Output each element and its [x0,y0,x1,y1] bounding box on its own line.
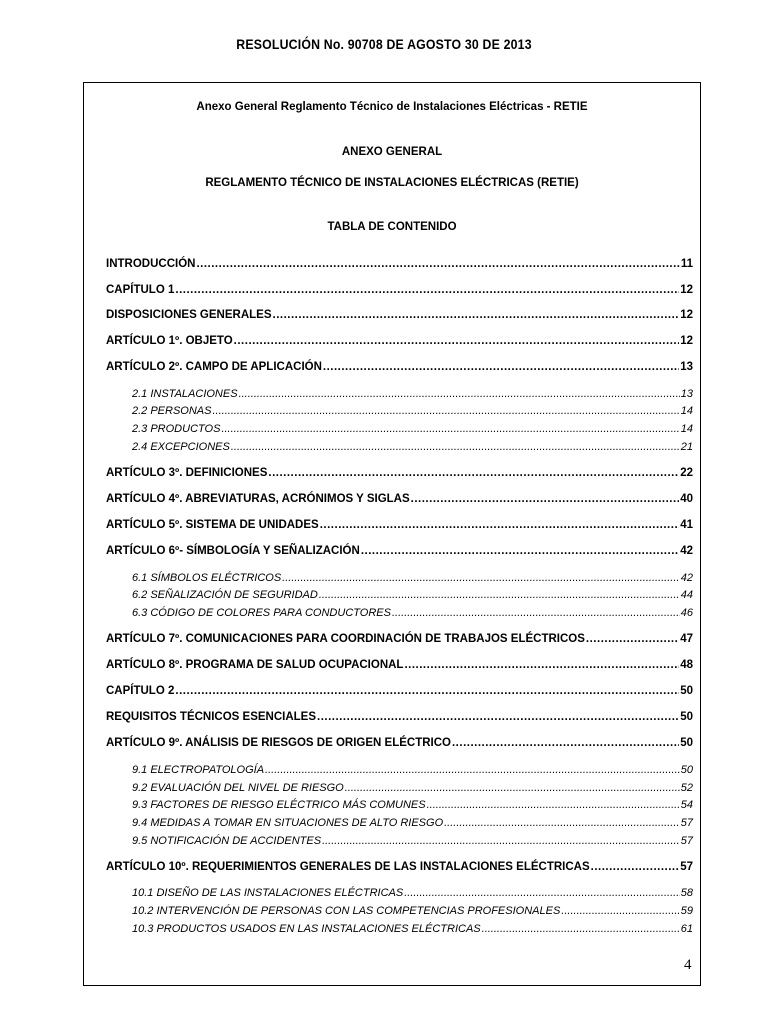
toc-subentry[interactable] [132,763,693,777]
toc-dot-leader [452,736,679,750]
toc-entry-title: 6.2 SEÑALIZACIÓN DE SEGURIDAD [132,589,318,601]
toc-entry-title: 10.3 PRODUCTOS USADOS EN LAS INSTALACIONES ELÉCTRICAS [132,923,481,935]
toc-entry[interactable] [106,684,693,698]
toc-entry-page: 42 [680,545,693,557]
toc-subentry[interactable] [132,904,693,918]
toc-dot-leader [561,904,679,918]
toc-entry-page: 57 [680,835,693,847]
toc-subentry[interactable] [132,588,693,602]
toc-dot-leader [345,781,680,795]
toc-dot-leader [322,834,680,848]
toc-entry-page: 11 [680,258,693,270]
toc-dot-leader [196,257,679,271]
toc-entry-title: DISPOSICIONES GENERALES [106,309,272,321]
toc-entry[interactable] [106,283,693,297]
toc-entry-page: 61 [680,923,693,935]
toc-entry[interactable] [106,736,693,750]
toc-entry[interactable] [106,360,693,374]
toc-entry-page: 13 [680,388,693,400]
toc-dot-leader [234,334,680,348]
toc-dot-leader [268,466,679,480]
toc-dot-leader [273,308,680,322]
toc-entry-page: 14 [680,405,693,417]
toc-entry-title: ARTÍCULO 5º. SISTEMA DE UNIDADES [106,519,319,531]
toc-entry-title: 10.1 DISEÑO DE LAS INSTALACIONES ELÉCTRICAS [132,887,404,899]
toc-dot-leader [175,283,679,297]
toc-entry-title: INTRODUCCIÓN [106,258,196,270]
toc-entry-title: CAPÍTULO 2 [106,685,175,697]
toc-entry-title: 2.4 EXCEPCIONES [132,441,230,453]
toc-entry-title: 6.1 SÍMBOLOS ELÉCTRICOS [132,572,282,584]
toc-dot-leader [175,684,679,698]
toc-dot-leader [444,816,680,830]
toc-entry-title: 2.1 INSTALACIONES [132,388,238,400]
toc-dot-leader [404,886,680,900]
toc-entry-title: 9.5 NOTIFICACIÓN DE ACCIDENTES [132,835,322,847]
toc-entry-page: 50 [680,737,693,749]
toc-entry-title: ARTÍCULO 1º. OBJETO [106,335,233,347]
toc-entry-title: ARTÍCULO 10º. REQUERIMIENTOS GENERALES DE LAS INSTALACIONES ELÉCTRICAS [106,861,590,873]
toc-entry-title: ARTÍCULO 4º. ABREVIATURAS, ACRÓNIMOS Y SIGLAS [106,493,410,505]
toc-dot-leader [319,588,680,602]
annex-title: Anexo General Reglamento Técnico de Instalaciones Eléctricas - RETIE [196,101,588,113]
toc-entry-page: 47 [680,633,693,645]
toc-dot-leader [323,360,679,374]
toc-entry-page: 58 [680,887,693,899]
toc-subentry[interactable] [132,440,693,454]
toc-entry[interactable] [106,658,693,672]
toc-entry-title: 2.3 PRODUCTOS [132,423,221,435]
toc-dot-leader [231,440,680,454]
toc-dot-leader [482,922,680,936]
toc-entry-page: 54 [680,799,693,811]
toc-subentry[interactable] [132,798,693,812]
toc-entry[interactable] [106,632,693,646]
toc-dot-leader [265,763,680,777]
toc-entry-title: 9.4 MEDIDAS A TOMAR EN SITUACIONES DE ALTO RIESGO [132,817,444,829]
document-frame [83,82,701,986]
toc-heading: TABLA DE CONTENIDO [327,221,457,233]
toc-dot-leader [586,632,679,646]
toc-entry-page: 48 [680,659,693,671]
toc-dot-leader [320,518,679,532]
toc-entry-title: ARTÍCULO 7º. COMUNICACIONES PARA COORDINACIÓN DE TRABAJOS ELÉCTRICOS [106,633,585,645]
toc-dot-leader [239,387,680,401]
toc-entry-page: 21 [680,441,693,453]
toc-dot-leader [221,422,679,436]
toc-entry-title: 9.1 ELECTROPATOLOGÍA [132,764,265,776]
toc-entry-title: 10.2 INTERVENCIÓN DE PERSONAS CON LAS COMPETENCIAS PROFESIONALES [132,905,561,917]
toc-entry[interactable] [106,518,693,532]
toc-entry-page: 50 [680,764,693,776]
toc-entry-page: 14 [680,423,693,435]
toc-entry-page: 52 [680,782,693,794]
toc-entry-title: ARTÍCULO 3º. DEFINICIONES [106,467,268,479]
toc-dot-leader [411,492,680,506]
toc-entry-page: 59 [680,905,693,917]
toc-dot-leader [591,860,680,874]
toc-entry-page: 50 [680,685,693,697]
toc-dot-leader [404,658,679,672]
toc-entry-title: CAPÍTULO 1 [106,284,175,296]
page-number: 4 [684,957,692,973]
toc-subentry[interactable] [132,404,693,418]
regulation-title: REGLAMENTO TÉCNICO DE INSTALACIONES ELÉCTRICAS (RETIE) [205,177,579,189]
toc-entry[interactable] [106,544,693,558]
toc-subentry[interactable] [132,816,693,830]
toc-entry-title: 2.2 PERSONAS [132,405,212,417]
toc-dot-leader [427,798,680,812]
toc-dot-leader [282,571,680,585]
toc-entry[interactable] [106,257,693,271]
toc-subentry[interactable] [132,834,693,848]
toc-entry-page: 12 [680,309,693,321]
toc-entry-page: 44 [680,589,693,601]
toc-entry[interactable] [106,308,693,322]
toc-subentry[interactable] [132,606,693,620]
toc-subentry[interactable] [132,571,693,585]
toc-entry-title: ARTÍCULO 6º- SÍMBOLOGÍA Y SEÑALIZACIÓN [106,545,360,557]
toc-subentry[interactable] [132,781,693,795]
toc-entry-title: ARTÍCULO 8º. PROGRAMA DE SALUD OCUPACIONAL [106,659,404,671]
toc-entry[interactable] [106,466,693,480]
toc-subentry[interactable] [132,886,693,900]
toc-entry[interactable] [106,334,693,348]
toc-entry-title: REQUISITOS TÉCNICOS ESENCIALES [106,711,317,723]
toc-entry-page: 22 [680,467,693,479]
section-title: ANEXO GENERAL [341,146,443,158]
toc-entry-page: 12 [680,335,693,347]
toc-dot-leader [317,710,679,724]
toc-entry-title: 9.2 EVALUACIÓN DEL NIVEL DE RIESGO [132,782,344,794]
toc-entry[interactable] [106,710,693,724]
toc-entry[interactable] [106,492,693,506]
toc-dot-leader [212,404,679,418]
toc-entry-page: 13 [680,361,693,373]
toc-entry-page: 12 [680,284,693,296]
toc-subentry[interactable] [132,422,693,436]
toc-entry-page: 57 [680,861,693,873]
toc-entry-title: ARTÍCULO 9º. ANÁLISIS DE RIESGOS DE ORIGEN ELÉCTRICO [106,737,451,749]
toc-entry-title: ARTÍCULO 2º. CAMPO DE APLICACIÓN [106,361,322,373]
toc-dot-leader [361,544,679,558]
toc-entry[interactable] [106,860,693,874]
toc-entry-page: 57 [680,817,693,829]
toc-entry-page: 42 [680,572,693,584]
toc-subentry[interactable] [132,387,693,401]
toc-subentry[interactable] [132,922,693,936]
resolution-header: RESOLUCIÓN No. 90708 DE AGOSTO 30 DE 2013 [236,36,532,52]
toc-entry-title: 9.3 FACTORES DE RIESGO ELÉCTRICO MÁS COMUNES [132,799,426,811]
toc-entry-page: 50 [680,711,693,723]
toc-dot-leader [392,606,680,620]
toc-entry-title: 6.3 CÓDIGO DE COLORES PARA CONDUCTORES [132,607,391,619]
toc-entry-page: 41 [680,519,693,531]
toc-entry-page: 46 [680,607,693,619]
toc-entry-page: 40 [680,493,693,505]
